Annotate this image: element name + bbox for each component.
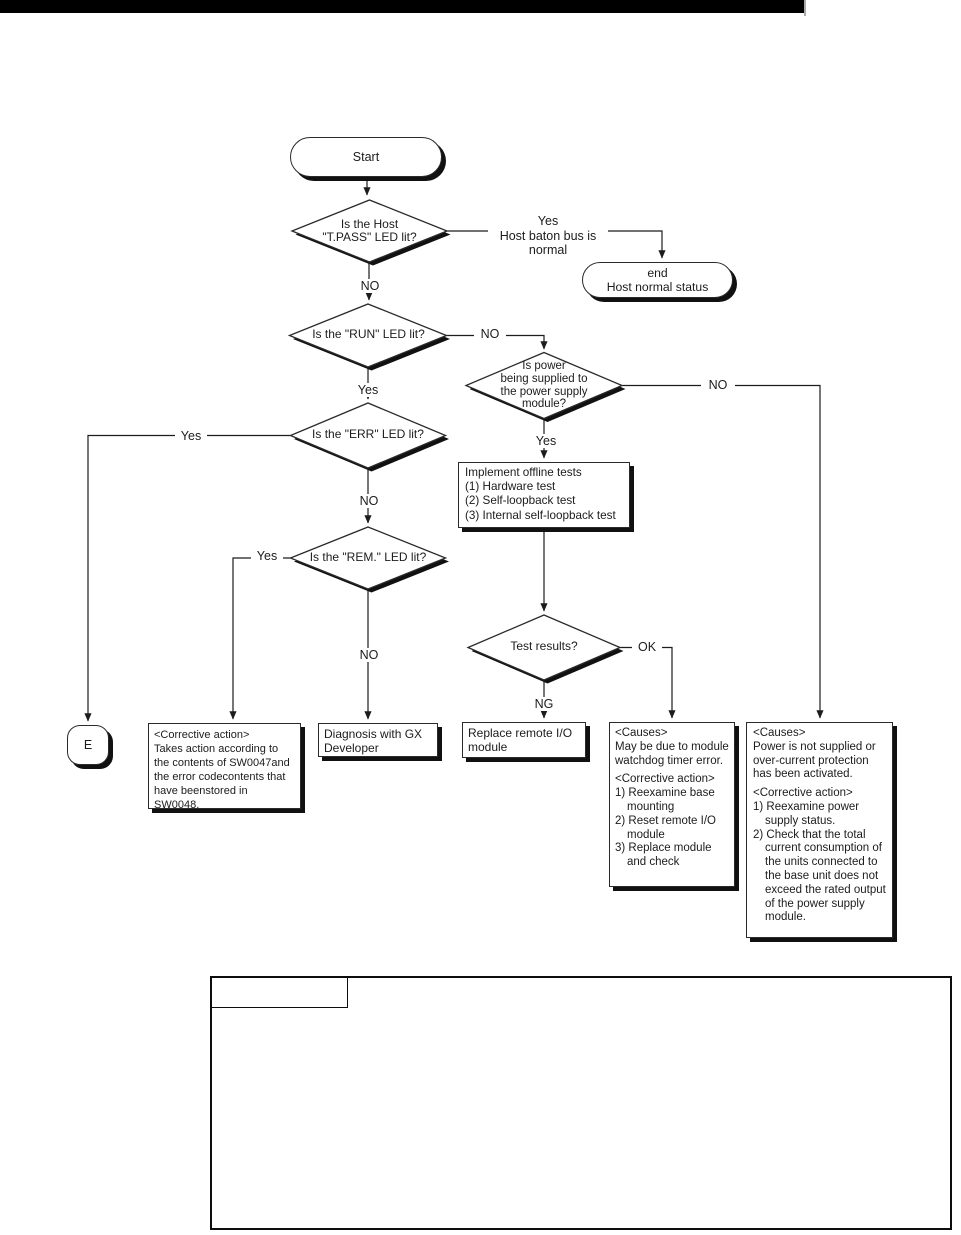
box-body: Diagnosis with GX Developer — [324, 727, 423, 755]
text-line: Yes — [537, 214, 559, 228]
bottom-table — [210, 976, 952, 1230]
edge-label-run-yes: Yes — [352, 383, 384, 397]
power-causes-box — [746, 722, 893, 938]
text-line: Host baton bus is — [499, 228, 597, 243]
end-label-line1: end — [647, 266, 668, 280]
start-label: Start — [352, 150, 380, 164]
action-item: 3) Replace module and check — [615, 842, 712, 869]
action-item: 1) Reexamine base mounting — [615, 787, 715, 813]
edge-label-tpass-no: NO — [354, 279, 386, 293]
e-label: E — [83, 738, 93, 752]
causes-body: Power is not supplied or over-current protection has been activated. — [753, 740, 876, 781]
edge-label-power-yes: Yes — [530, 434, 562, 448]
causes-title: <Causes> — [615, 727, 668, 739]
action-item: 2) Reset remote I/O module — [615, 814, 716, 841]
box-title: <Corrective action> — [154, 729, 250, 741]
tpass-yes-note — [488, 214, 608, 258]
run-diamond-label — [290, 305, 447, 365]
box-body: Replace remote I/O module — [468, 726, 573, 754]
bottom-table-header-cell — [212, 978, 348, 1008]
rem-diamond-label — [290, 528, 446, 588]
text-line: Implement offline tests — [465, 466, 582, 479]
edge-label-test-ng: NG — [529, 697, 559, 711]
box-body: Takes action according to the contents of SW0047and the error codecontents that have beenstored in SW0048. — [154, 743, 290, 811]
edge-rem-yes-to-corrective — [233, 558, 291, 719]
replace-module-box — [462, 722, 586, 758]
text-line: Test results? — [510, 639, 578, 654]
edge-power-no-to-causes — [622, 386, 820, 719]
edge-label-err-no: NO — [353, 494, 385, 508]
err-diamond-label — [290, 404, 446, 466]
end-terminator — [582, 262, 733, 298]
start-terminator — [290, 137, 442, 177]
text-line: module? — [521, 398, 567, 411]
sw-corrective-action-box — [148, 723, 301, 809]
causes-body: May be due to module watchdog timer error. — [615, 740, 729, 767]
edge-label-rem-yes: Yes — [251, 549, 283, 563]
text-line: normal — [528, 243, 568, 257]
text-line: Is the "ERR" LED lit? — [312, 427, 424, 442]
text-line: Is power — [522, 360, 566, 373]
tpass-diamond-label — [292, 201, 447, 261]
text-line: (2) Self-loopback test — [465, 494, 576, 508]
offline-tests-box — [458, 462, 630, 528]
text-line: the power supply — [500, 385, 588, 398]
e-terminator — [67, 725, 109, 765]
text-line: Is the "REM." LED lit? — [309, 550, 427, 565]
edge-label-power-no: NO — [701, 378, 735, 392]
text-line: Is the Host — [340, 216, 399, 231]
edge-label-err-yes: Yes — [175, 429, 207, 443]
gx-diagnosis-box — [318, 723, 438, 757]
edge-err-yes-to-e — [88, 436, 291, 722]
edge-label-test-ok: OK — [632, 640, 662, 654]
action-title: <Corrective action> — [615, 773, 715, 786]
power-diamond-label — [466, 354, 622, 417]
test-results-diamond-label — [468, 616, 620, 678]
end-label-line2: Host normal status — [606, 280, 709, 294]
text-line: being supplied to — [500, 372, 588, 385]
action-item: 1) Reexamine power supply status. — [753, 800, 860, 827]
watchdog-causes-box — [609, 722, 735, 887]
causes-title: <Causes> — [753, 727, 806, 739]
edge-test-ok-to-causes — [620, 648, 672, 719]
text-line: Is the "RUN" LED lit? — [312, 327, 425, 342]
action-title: <Corrective action> — [753, 787, 853, 800]
action-item: 2) Check that the total current consumption of the units connected to the base unit does not exceed the rated output of the power supply module. — [753, 828, 886, 924]
text-line: (1) Hardware test — [465, 480, 556, 494]
edge-label-run-no: NO — [474, 327, 506, 341]
edge-label-rem-no: NO — [353, 648, 385, 662]
text-line: "T.PASS" LED lit? — [322, 230, 417, 244]
text-line: (3) Internal self-loopback test — [465, 508, 616, 522]
